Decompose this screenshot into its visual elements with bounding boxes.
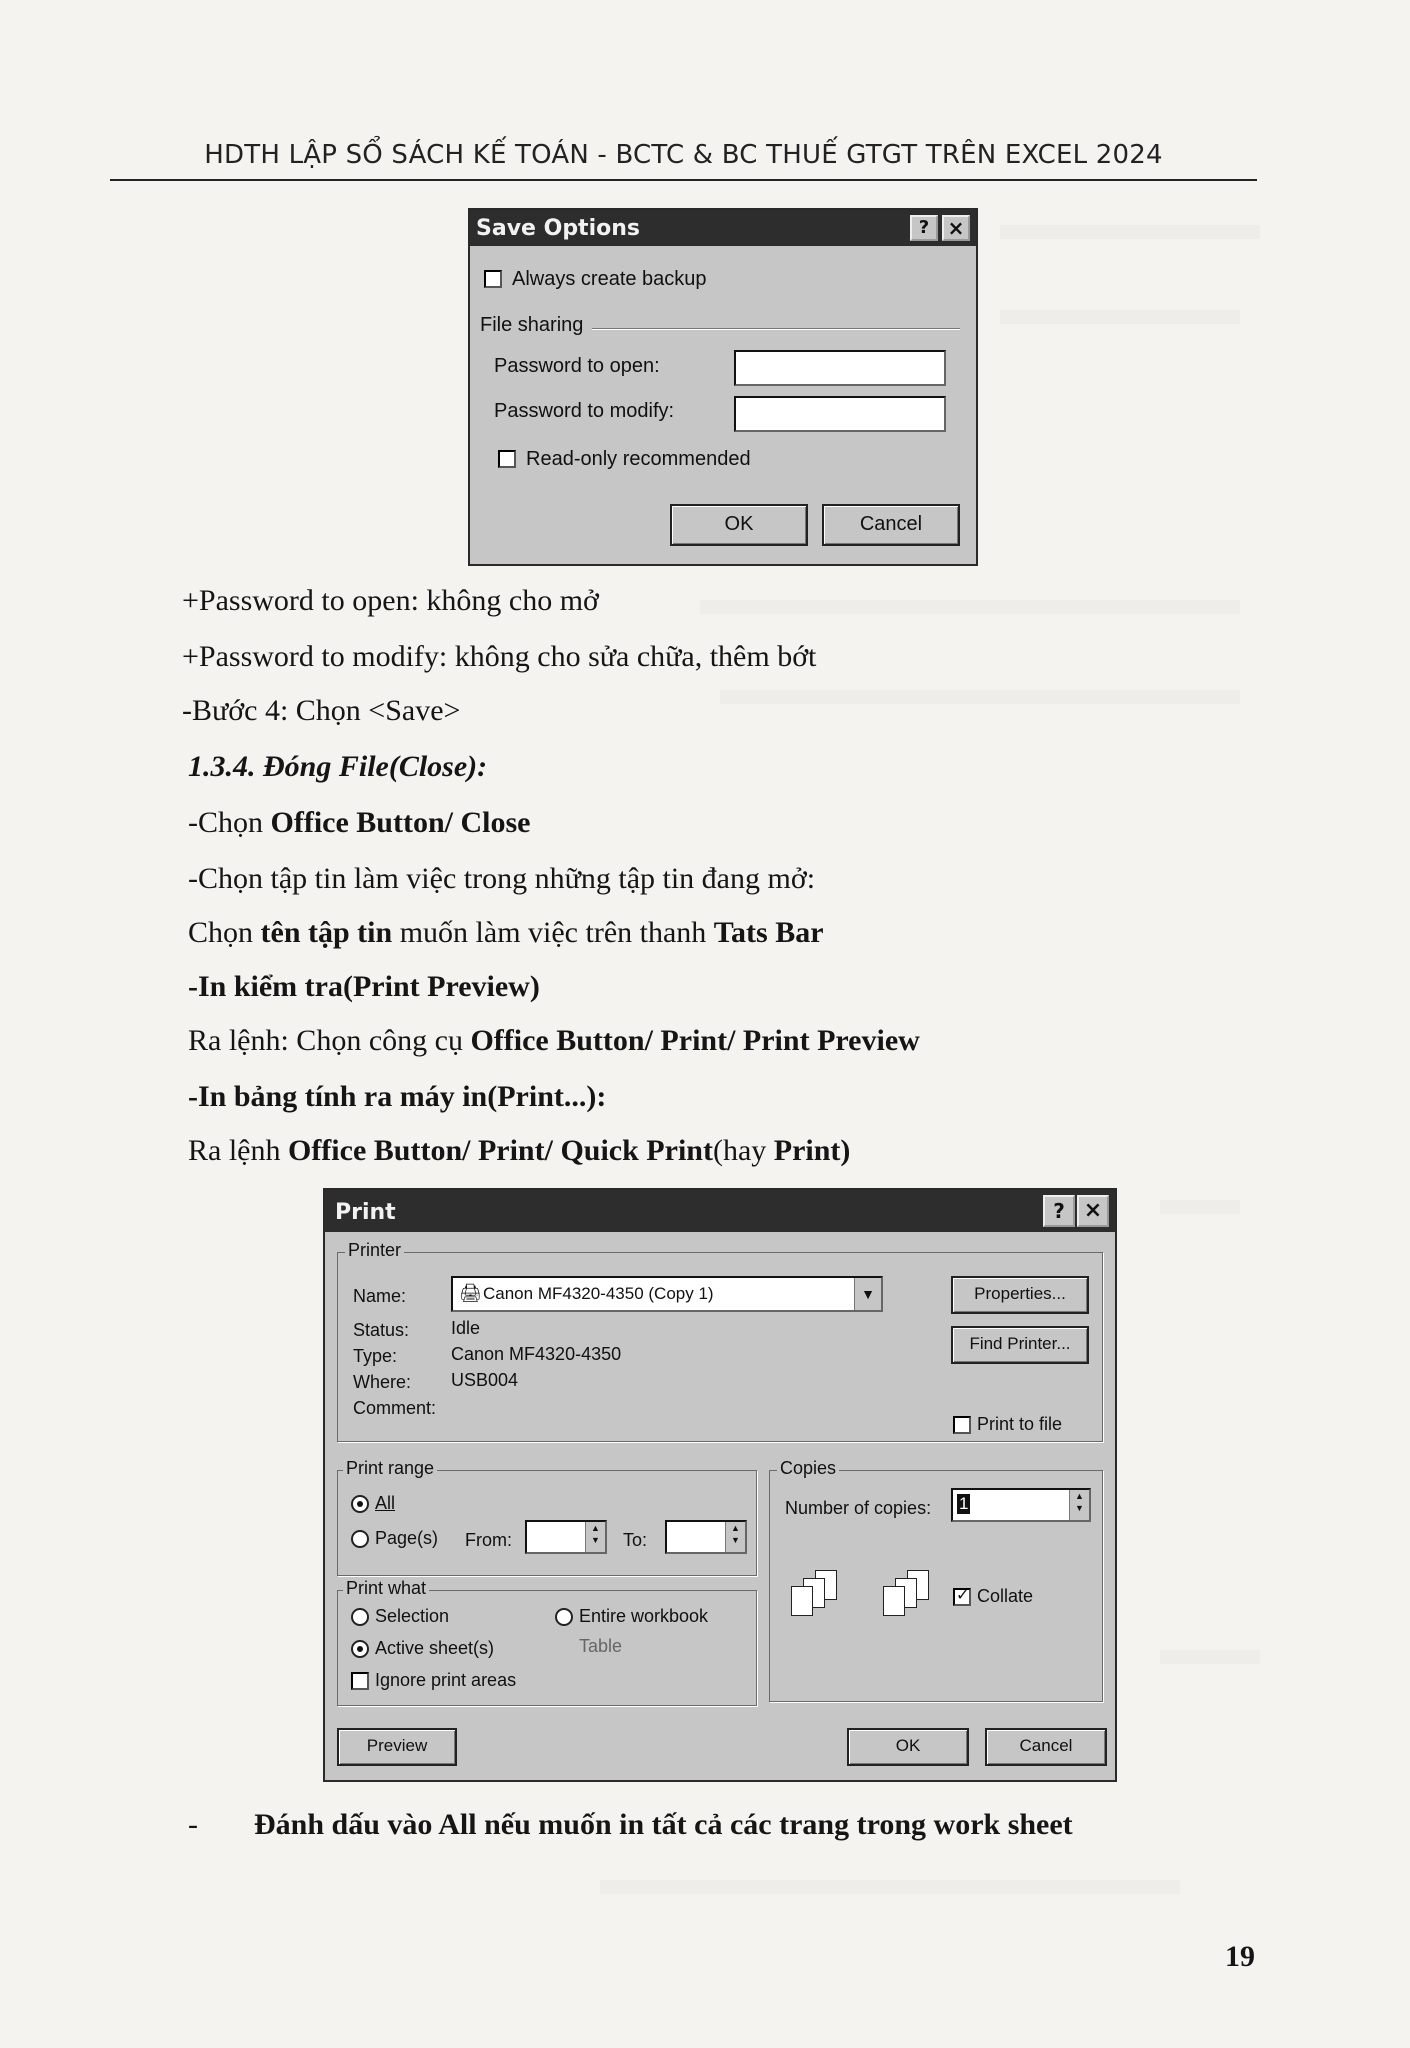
always-backup-checkbox[interactable] bbox=[484, 270, 502, 288]
name-label: Name: bbox=[353, 1286, 407, 1306]
password-modify-label: Password to modify: bbox=[494, 400, 675, 422]
page-number: 19 bbox=[1225, 1940, 1255, 1973]
print-title: Print bbox=[335, 1200, 396, 1225]
text-fragment: Ra lệnh: Chọn công cụ bbox=[188, 1024, 471, 1057]
print-cancel-button[interactable]: Cancel bbox=[985, 1728, 1107, 1766]
selection-radio[interactable] bbox=[351, 1608, 369, 1626]
password-modify-input[interactable] bbox=[734, 396, 946, 432]
save-options-dialog bbox=[468, 208, 978, 566]
text-step-4: -Bước 4: Chọn <Save> bbox=[182, 694, 461, 727]
to-input[interactable] bbox=[665, 1520, 747, 1554]
selection-label: Selection bbox=[375, 1606, 450, 1626]
type-label: Type: bbox=[353, 1346, 398, 1366]
printer-icon: 🖨 bbox=[459, 1283, 482, 1303]
print-to-file-checkbox[interactable] bbox=[953, 1416, 971, 1434]
read-only-label: Read-only recommended bbox=[526, 448, 751, 470]
comment-label: Comment: bbox=[353, 1398, 437, 1418]
from-spinner[interactable]: ▲ ▼ bbox=[585, 1522, 605, 1552]
section-heading-close: 1.3.4. Đóng File(Close): bbox=[188, 750, 488, 783]
active-sheets-label: Active sheet(s) bbox=[375, 1638, 495, 1658]
bullet-dash: - bbox=[188, 1808, 198, 1841]
from-input[interactable] bbox=[525, 1520, 607, 1554]
copies-spinner[interactable]: ▲ ▼ bbox=[1069, 1490, 1089, 1520]
password-open-label: Password to open: bbox=[494, 355, 660, 377]
read-only-checkbox[interactable] bbox=[498, 450, 516, 468]
save-options-titlebar bbox=[470, 210, 976, 246]
table-label: Table bbox=[579, 1636, 623, 1656]
print-what-label: Print what bbox=[343, 1578, 429, 1599]
properties-button[interactable]: Properties... bbox=[951, 1276, 1089, 1314]
status-label: Status: bbox=[353, 1320, 410, 1340]
find-printer-button[interactable]: Find Printer... bbox=[951, 1326, 1089, 1364]
text-bold-fragment: Đánh dấu vào bbox=[254, 1808, 439, 1841]
header-rule bbox=[110, 179, 1257, 181]
text-choose-close bbox=[188, 806, 530, 840]
print-range-label: Print range bbox=[343, 1458, 437, 1479]
help-icon[interactable]: ? bbox=[910, 215, 938, 241]
print-ok-button[interactable]: OK bbox=[847, 1728, 969, 1766]
text-fragment: Chọn bbox=[188, 916, 261, 949]
text-fragment: Ra lệnh bbox=[188, 1134, 288, 1167]
password-open-input[interactable] bbox=[734, 350, 946, 386]
where-label: Where: bbox=[353, 1372, 412, 1392]
text-print-heading bbox=[188, 1080, 606, 1114]
text-bold-fragment: All bbox=[438, 1808, 477, 1841]
text-fragment: -In bảng tính ra máy in(Print...): bbox=[188, 1080, 607, 1113]
printer-name-select[interactable] bbox=[451, 1276, 883, 1312]
collate-label: Collate bbox=[977, 1586, 1034, 1606]
all-label: All bbox=[375, 1493, 396, 1513]
active-sheets-radio[interactable] bbox=[351, 1640, 369, 1658]
close-icon[interactable]: × bbox=[1077, 1195, 1109, 1227]
text-fragment: -In kiểm tra(Print Preview) bbox=[188, 970, 540, 1003]
chevron-down-icon[interactable]: ▼ bbox=[854, 1278, 881, 1310]
print-to-file-label: Print to file bbox=[977, 1414, 1063, 1434]
text-bold-fragment: Office Button/ Close bbox=[270, 806, 531, 839]
all-radio[interactable] bbox=[351, 1495, 369, 1513]
text-choose-file: -Chọn tập tin làm việc trong những tập tin đang mở: bbox=[188, 862, 816, 895]
always-backup-label: Always create backup bbox=[512, 268, 707, 290]
collate-checkbox[interactable] bbox=[953, 1588, 971, 1606]
to-label: To: bbox=[623, 1530, 648, 1550]
ignore-print-areas-checkbox[interactable] bbox=[351, 1672, 369, 1690]
entire-workbook-label: Entire workbook bbox=[579, 1606, 709, 1626]
text-all-note bbox=[188, 1808, 1073, 1842]
running-header: HDTH LẬP SỔ SÁCH KẾ TOÁN - BCTC & BC THUẾ GTGT TRÊN EXCEL 2024 bbox=[204, 140, 1163, 170]
where-value: USB004 bbox=[451, 1370, 519, 1390]
save-options-ok-button[interactable]: OK bbox=[670, 504, 808, 546]
pages-radio[interactable] bbox=[351, 1530, 369, 1548]
print-titlebar bbox=[325, 1190, 1115, 1232]
save-options-cancel-button[interactable]: Cancel bbox=[822, 504, 960, 546]
text-bold-fragment: tên tập tin bbox=[260, 916, 393, 949]
help-icon[interactable]: ? bbox=[1043, 1195, 1075, 1227]
text-print-command bbox=[188, 1134, 850, 1168]
num-copies-label: Number of copies: bbox=[785, 1498, 932, 1518]
printer-name-value: Canon MF4320-4350 (Copy 1) bbox=[483, 1284, 714, 1303]
to-spinner[interactable]: ▲ ▼ bbox=[725, 1522, 745, 1552]
text-choose-tab bbox=[188, 916, 824, 950]
preview-button[interactable]: Preview bbox=[337, 1728, 457, 1766]
num-copies-value: 1 bbox=[959, 1494, 969, 1513]
num-copies-input[interactable] bbox=[951, 1488, 1091, 1522]
text-print-preview-command bbox=[188, 1024, 920, 1058]
entire-workbook-radio[interactable] bbox=[555, 1608, 573, 1626]
file-sharing-rule bbox=[592, 328, 960, 329]
status-value: Idle bbox=[451, 1318, 481, 1338]
text-password-open: +Password to open: không cho mở bbox=[182, 584, 599, 617]
close-icon[interactable]: × bbox=[942, 215, 970, 241]
text-bold-fragment: Tats Bar bbox=[713, 916, 824, 949]
text-bold-fragment: Office Button/ Print/ Quick Print bbox=[287, 1134, 713, 1167]
file-sharing-label: File sharing bbox=[480, 314, 584, 336]
from-label: From: bbox=[465, 1530, 512, 1550]
save-options-title: Save Options bbox=[476, 216, 640, 241]
ignore-print-areas-label: Ignore print areas bbox=[375, 1670, 517, 1690]
text-bold-fragment: nếu muốn in tất cả các trang trong work sheet bbox=[476, 1808, 1073, 1841]
printer-group-label: Printer bbox=[345, 1240, 404, 1261]
text-print-preview-heading bbox=[188, 970, 540, 1004]
collate-pages-icon bbox=[879, 1570, 939, 1620]
text-password-modify: +Password to modify: không cho sửa chữa, thêm bớt bbox=[182, 640, 817, 673]
text-fragment: (hay bbox=[712, 1134, 774, 1167]
text-bold-fragment: Office Button/ Print/ Print Preview bbox=[470, 1024, 920, 1057]
type-value: Canon MF4320-4350 bbox=[451, 1344, 622, 1364]
print-dialog bbox=[323, 1188, 1117, 1782]
text-fragment: -Chọn bbox=[188, 806, 271, 839]
copies-group-label: Copies bbox=[777, 1458, 839, 1479]
pages-label: Page(s) bbox=[375, 1528, 439, 1548]
collate-pages-icon bbox=[787, 1570, 847, 1620]
text-fragment: muốn làm việc trên thanh bbox=[392, 916, 714, 949]
text-bold-fragment: Print) bbox=[773, 1134, 851, 1167]
